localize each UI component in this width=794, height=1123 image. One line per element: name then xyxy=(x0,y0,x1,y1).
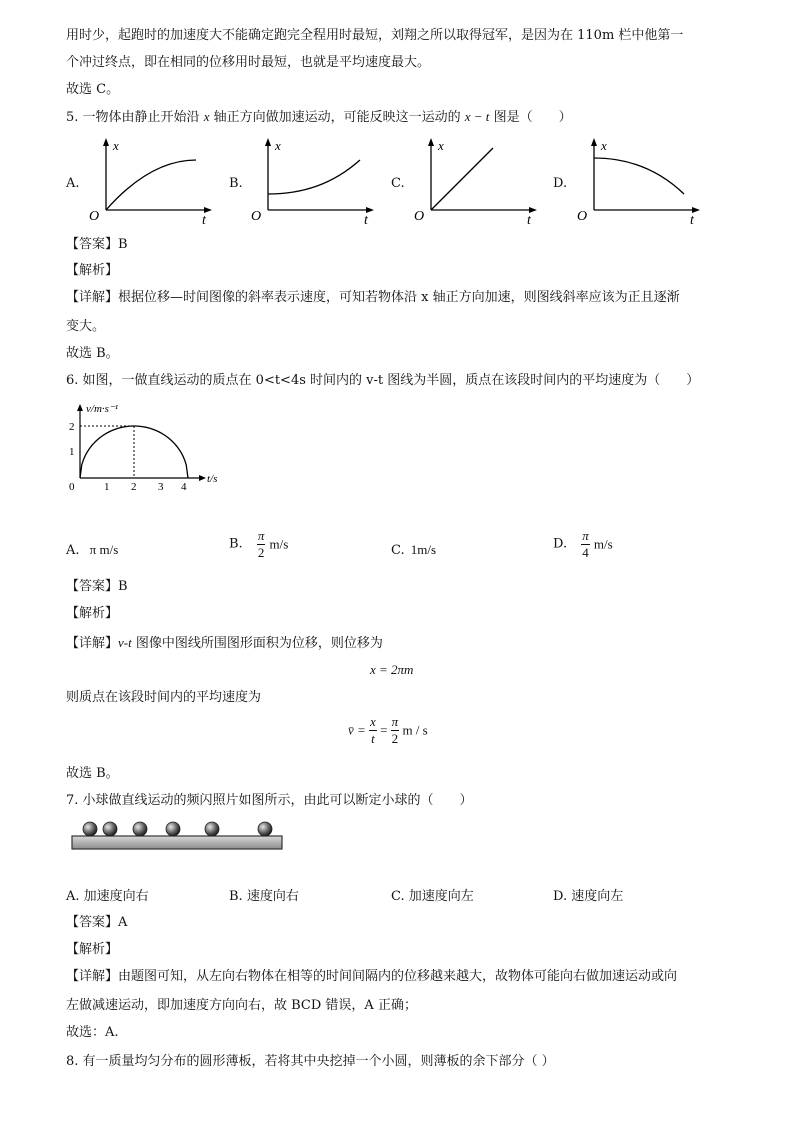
axis-x-label: x xyxy=(113,138,119,153)
ball-1 xyxy=(83,822,97,836)
vt-x-label: t/s xyxy=(207,473,218,485)
q5-stem xyxy=(66,108,572,127)
q6-option-d-fraction xyxy=(581,528,590,561)
q5-option-a-graph xyxy=(86,136,216,228)
q5-option-c-label: C. xyxy=(391,176,405,191)
q6-choose: 故选 B。 xyxy=(66,766,119,781)
q6-formula-frac1-num: x xyxy=(370,714,376,729)
q7-answer: 【答案】A xyxy=(66,915,128,930)
q5-answer: 【答案】B xyxy=(66,237,128,252)
q7-strobe-figure xyxy=(70,818,286,854)
axis-t-label: t xyxy=(202,213,206,228)
q5-option-a-label: A. xyxy=(66,176,80,191)
axis-t-label: t xyxy=(690,213,694,228)
q6-formula-unit: m / s xyxy=(402,722,428,738)
q6-formula-frac2 xyxy=(391,714,400,747)
q7-stem: 7. 小球做直线运动的频闪照片如图所示，由此可以断定小球的（ ） xyxy=(66,793,473,808)
q6-formula-velocity xyxy=(348,714,428,747)
q5-option-b-label: B. xyxy=(229,176,243,191)
q6-detail xyxy=(66,634,383,653)
q6-stem: 6. 如图，一做直线运动的质点在 0<t<4s 时间内的 v-t 图线为半圆，质点在该段时间内的平均速度为（ ） xyxy=(66,373,700,388)
q8-stem: 8. 有一质量均匀分布的圆形薄板，若将其中央挖掉一个小圆，则薄板的余下部分（ ） xyxy=(66,1054,555,1069)
y-arrow xyxy=(591,138,597,146)
q4-choose: 故选 C。 xyxy=(66,82,120,97)
curve xyxy=(268,160,360,194)
q6-option-b-label: B. xyxy=(229,536,243,552)
vt-origin-0: 0 xyxy=(69,481,75,493)
q7-choose: 故选：A. xyxy=(66,1025,119,1040)
q7-detail-line1: 【详解】由题图可知，从左向右物体在相等的时间间隔内的位移越来越大，故物体可能向右做加速运动或向 xyxy=(66,969,678,984)
q6-option-a-value: π m/s xyxy=(89,542,119,557)
q6-option-d-num: π xyxy=(582,528,589,543)
q6-option-d xyxy=(553,528,613,561)
q6-option-b xyxy=(229,528,288,561)
q6-formula-displacement: x = 2πm xyxy=(370,662,414,677)
q7-option-a: A. 加速度向右 xyxy=(66,889,149,904)
q6-formula-frac2-num: π xyxy=(391,714,399,729)
ball-3 xyxy=(133,822,147,836)
q6-option-c-value: 1m/s xyxy=(410,542,437,557)
q5-option-b-graph xyxy=(248,136,378,228)
vt-x-tick-4: 4 xyxy=(181,481,187,493)
q6-formula-frac1-den: t xyxy=(371,731,375,746)
q7-option-d: D. 速度向左 xyxy=(553,889,624,904)
q4-text-line2: 个冲过终点，即在相同的位移用时最短，也就是平均速度最大。 xyxy=(66,55,431,70)
q6-option-b-unit: m/s xyxy=(269,536,289,552)
origin-label: O xyxy=(89,209,100,224)
q6-formula-frac2-den: 2 xyxy=(391,731,399,746)
axis-x-label: x xyxy=(601,138,607,153)
q6-option-d-label: D. xyxy=(553,536,568,552)
q6-analysis: 【解析】 xyxy=(66,606,119,621)
q6-option-b-num: π xyxy=(257,528,265,543)
vt-x-tick-2: 2 xyxy=(131,481,137,493)
q7-option-b: B. 速度向右 xyxy=(229,889,299,904)
q6-answer: 【答案】B xyxy=(66,579,128,594)
q5-stem-xt: x − t xyxy=(464,109,490,124)
y-arrow xyxy=(428,138,434,146)
axis-x-label: x xyxy=(275,138,281,153)
vt-y-label: v/m·s⁻¹ xyxy=(86,403,119,415)
q6-formula-frac1 xyxy=(369,714,377,747)
ball-6 xyxy=(258,822,272,836)
track-board xyxy=(72,836,282,849)
q5-stem-pre: 5. 一物体由静止开始沿 xyxy=(66,110,200,125)
ball-2 xyxy=(103,822,117,836)
q5-option-d-graph xyxy=(574,136,704,228)
q6-option-d-unit: m/s xyxy=(593,536,613,552)
q7-option-c: C. 加速度向左 xyxy=(391,889,474,904)
q5-stem-post: 图是（ ） xyxy=(493,110,572,125)
origin-label: O xyxy=(577,209,588,224)
q6-detail-prefix: 【详解】 xyxy=(66,636,119,651)
q5-stem-mid: 轴正方向做加速运动，可能反映这一运动的 xyxy=(213,110,461,125)
q6-option-a-label: A. xyxy=(66,543,80,558)
q6-detail-var: v-t xyxy=(118,635,132,650)
q6-vt-graph xyxy=(66,398,226,498)
vt-x-tick-3: 3 xyxy=(158,481,164,493)
vt-y-tick-2: 2 xyxy=(69,421,75,433)
q5-option-c-graph xyxy=(411,136,541,228)
origin-label: O xyxy=(251,209,262,224)
q6-option-a xyxy=(66,541,118,560)
q6-option-b-fraction xyxy=(257,528,266,561)
vt-y-tick-1: 1 xyxy=(69,446,75,458)
q5-choose: 故选 B。 xyxy=(66,346,119,361)
q6-option-b-den: 2 xyxy=(257,545,265,560)
q6-option-c xyxy=(391,541,436,560)
q7-analysis: 【解析】 xyxy=(66,942,119,957)
q5-detail-line2: 变大。 xyxy=(66,319,106,334)
q5-analysis: 【解析】 xyxy=(66,263,119,278)
q6-option-d-den: 4 xyxy=(582,545,589,560)
axis-t-label: t xyxy=(364,213,368,228)
axis-x-label: x xyxy=(438,138,444,153)
q5-option-d-label: D. xyxy=(553,176,568,191)
y-arrow xyxy=(103,138,109,146)
q5-detail-line1: 【详解】根据位移—时间图像的斜率表示速度，可知若物体沿 x 轴正方向加速，则图线斜率应该为正且逐渐 xyxy=(66,290,680,305)
axis-t-label: t xyxy=(527,213,531,228)
q6-formula-eq: = xyxy=(380,722,388,738)
ball-4 xyxy=(166,822,180,836)
q6-option-c-label: C. xyxy=(391,543,405,558)
q6-detail-rest: 图像中图线所围图形面积为位移，则位移为 xyxy=(131,636,383,651)
q7-detail-line2: 左做减速运动，即加速度方向向右，故 BCD 错误，A 正确； xyxy=(66,998,417,1013)
vt-x-tick-1: 1 xyxy=(104,481,110,493)
q6-formula-lhs: v̄ = xyxy=(348,722,366,738)
vt-y-arrow xyxy=(77,404,83,411)
curve xyxy=(431,148,493,210)
curve xyxy=(594,158,684,194)
q6-then-line: 则质点在该段时间内的平均速度为 xyxy=(66,690,262,705)
vt-x-arrow xyxy=(199,475,206,481)
q5-stem-var: x xyxy=(203,109,210,124)
y-arrow xyxy=(265,138,271,146)
q4-text-line1: 用时少，起跑时的加速度大不能确定跑完全程用时最短，刘翔之所以取得冠军，是因为在 110m 栏中他第一 xyxy=(66,28,684,43)
ball-5 xyxy=(205,822,219,836)
curve xyxy=(106,160,196,210)
origin-label: O xyxy=(414,209,425,224)
